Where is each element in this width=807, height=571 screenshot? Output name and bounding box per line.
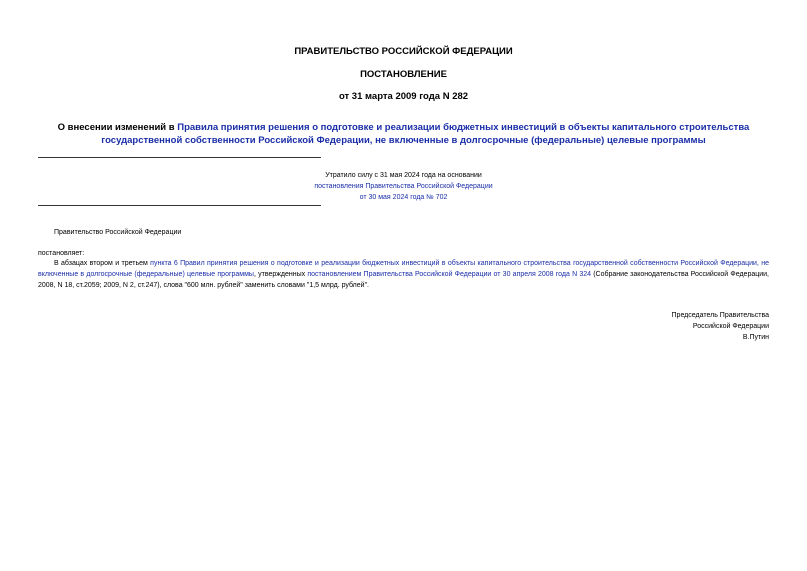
signature-block bbox=[560, 310, 769, 343]
decides-text: постановляет: bbox=[38, 250, 85, 257]
divider-top bbox=[38, 157, 321, 158]
document-title bbox=[36, 121, 771, 147]
signature-position-line2: Российской Федерации bbox=[692, 323, 769, 330]
title-prefix: О внесении изменений в bbox=[57, 122, 178, 133]
government-heading: ПРАВИТЕЛЬСТВО РОССИЙСКОЙ ФЕДЕРАЦИИ bbox=[294, 46, 513, 57]
status-note bbox=[250, 170, 557, 203]
status-note-link-date[interactable]: от 30 мая 2024 года № 702 bbox=[359, 194, 448, 201]
main-paragraph bbox=[38, 258, 769, 291]
paragraph-end: (Собрание законодательства Российской Федерации, 2008, N 18, ст.2059; 2009, N 2, ст.247), слова "600 млн. рублей" заменить словами "1,5 млрд. рублей". bbox=[38, 271, 770, 289]
status-note-line1: Утратило силу с 31 мая 2024 года на основании bbox=[325, 172, 482, 179]
signature-name: В.Путин bbox=[742, 334, 769, 341]
signature-position-line1: Председатель Правительства bbox=[671, 312, 769, 319]
paragraph-mid: , утвержденных bbox=[253, 271, 308, 278]
title-link[interactable]: Правила принятия решения о подготовке и реализации бюджетных инвестиций в объекты капитального строительства государственной собственности Российской Федерации, не включенные в долгосрочные (федеральные) целевые программы bbox=[101, 122, 750, 146]
status-note-link[interactable]: постановления Правительства Российской Федерации bbox=[314, 183, 493, 190]
paragraph-link-decree[interactable]: постановлением Правительства Российской Федерации от 30 апреля 2008 года N 324 bbox=[307, 271, 592, 278]
divider-bottom bbox=[38, 205, 321, 206]
document-date-number: от 31 марта 2009 года N 282 bbox=[338, 91, 469, 102]
paragraph-link-rules[interactable]: пункта 6 Правил принятия решения о подготовке и реализации бюджетных инвестиций в объекты капитального строительства государственной собственности Российской Федерации, не включенные в долгосрочные (федеральные) целевые программы bbox=[38, 260, 769, 278]
intro-text: Правительство Российской Федерации bbox=[54, 229, 182, 236]
paragraph-start: В абзацах втором и третьем bbox=[54, 260, 151, 267]
document-type: ПОСТАНОВЛЕНИЕ bbox=[360, 69, 447, 80]
